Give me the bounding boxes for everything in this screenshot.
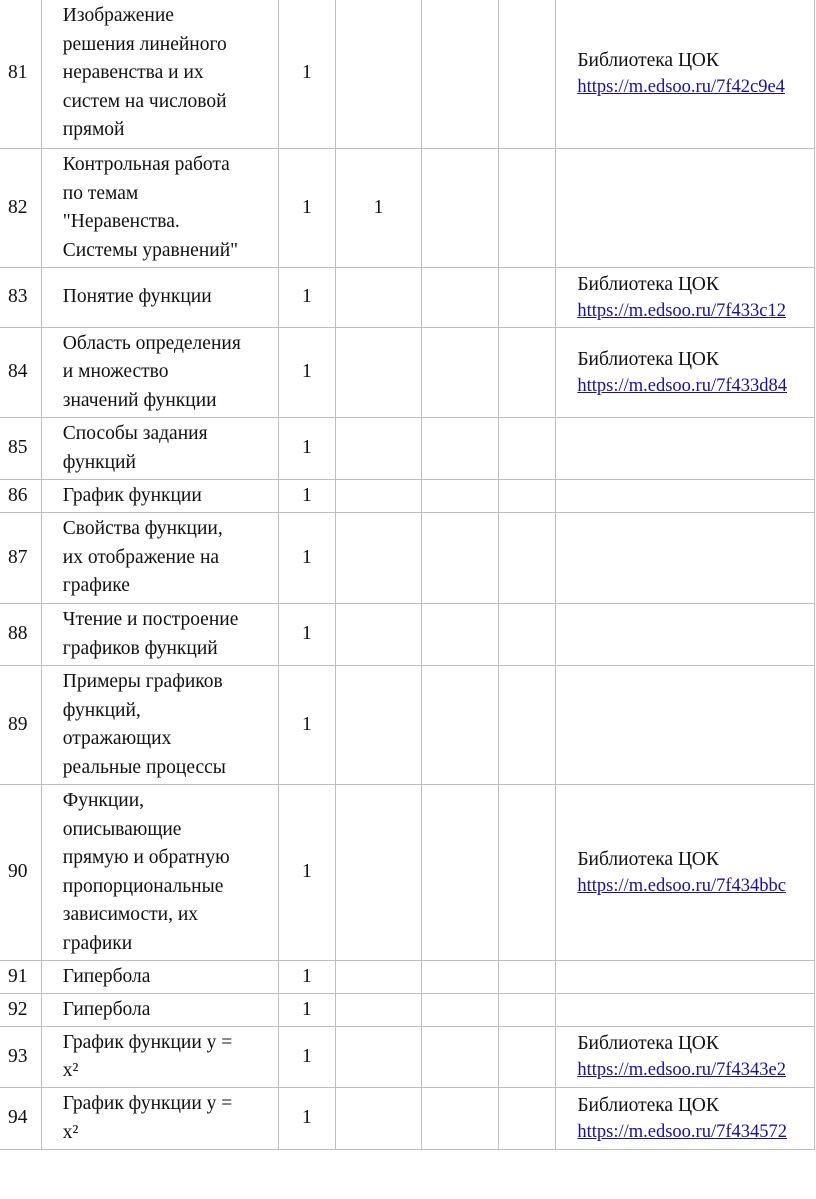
topic-line: x² (62, 1121, 79, 1143)
practical-work-hours (422, 961, 499, 994)
topic-line: График функции (62, 484, 202, 506)
lesson-number: 88 (0, 604, 41, 666)
table-row (0, 785, 815, 961)
lesson-number: 81 (0, 0, 41, 149)
practical-work-hours (422, 480, 499, 513)
table-row (0, 149, 815, 268)
lesson-date (499, 785, 556, 961)
resource-link[interactable]: https://m.edsoo.ru/7f433d84 (577, 375, 788, 396)
topic-line: описывающие (62, 818, 182, 840)
table-row (0, 994, 815, 1027)
practical-work-hours (422, 0, 499, 149)
topic-line: реальные процессы (62, 756, 226, 778)
control-work-hours (335, 785, 422, 961)
lesson-topic (41, 994, 278, 1027)
lesson-hours: 1 (279, 1088, 335, 1150)
lesson-topic (41, 149, 278, 268)
topic-line: Понятие функции (62, 286, 212, 308)
topic-line: отражающих (62, 728, 172, 749)
practical-work-hours (422, 604, 499, 666)
control-work-hours (335, 268, 422, 328)
resource-link[interactable]: https://m.edsoo.ru/7f434bbc (577, 875, 786, 896)
lesson-date (499, 961, 556, 994)
topic-line: Гипербола (62, 965, 151, 987)
topic-line: График функции y = (62, 1093, 233, 1114)
table-row (0, 513, 815, 604)
lesson-number: 83 (0, 268, 41, 328)
resource-title: Библиотека ЦОК (577, 1094, 719, 1116)
topic-line: График функции y = (62, 1031, 233, 1053)
topic-line: прямой (62, 119, 125, 141)
lesson-hours: 1 (279, 961, 335, 994)
lesson-hours: 1 (279, 480, 335, 513)
digital-resource (556, 0, 815, 149)
table-row (0, 480, 815, 513)
control-work-hours (335, 418, 422, 480)
control-work-hours (335, 604, 422, 666)
topic-line: Свойства функции, (62, 518, 223, 540)
topic-line: Изображение (62, 5, 174, 27)
resource-title: Библиотека ЦОК (577, 1033, 719, 1054)
practical-work-hours (422, 1027, 499, 1088)
control-work-hours (335, 1088, 422, 1150)
topic-line: x² (62, 1060, 79, 1081)
control-work-hours (335, 1027, 422, 1088)
lesson-hours: 1 (279, 513, 335, 604)
digital-resource (556, 149, 815, 268)
topic-line: Способы задания (62, 423, 208, 444)
table-row (0, 418, 815, 480)
digital-resource (556, 328, 815, 418)
lesson-number: 85 (0, 418, 41, 480)
digital-resource (556, 268, 815, 328)
table-row (0, 1088, 815, 1150)
digital-resource (556, 418, 815, 480)
lesson-hours: 1 (279, 418, 335, 480)
lesson-topic (41, 1027, 278, 1088)
control-work-hours: 1 (335, 149, 422, 268)
lesson-topic (41, 328, 278, 418)
table-row (0, 666, 815, 785)
resource-title: Библиотека ЦОК (577, 848, 719, 870)
lesson-topic (41, 1088, 278, 1150)
digital-resource (556, 513, 815, 604)
lesson-date (499, 268, 556, 328)
digital-resource (556, 666, 815, 785)
lesson-date (499, 513, 556, 604)
topic-line: значений функции (62, 389, 217, 411)
topic-line: зависимости, их (62, 904, 199, 925)
lesson-number: 92 (0, 994, 41, 1027)
resource-link[interactable]: https://m.edsoo.ru/7f4343e2 (577, 1060, 786, 1080)
topic-line: Системы уравнений" (62, 239, 239, 261)
practical-work-hours (422, 149, 499, 268)
resource-link[interactable]: https://m.edsoo.ru/7f433c12 (577, 300, 786, 321)
topic-line: решения линейного (62, 33, 227, 55)
topic-line: пропорциональные (62, 875, 224, 897)
lesson-hours: 1 (279, 994, 335, 1027)
resource-title: Библиотека ЦОК (577, 49, 719, 71)
lesson-date (499, 328, 556, 418)
lesson-number: 89 (0, 666, 41, 785)
lesson-hours: 1 (279, 0, 335, 149)
lesson-hours: 1 (279, 666, 335, 785)
practical-work-hours (422, 994, 499, 1027)
digital-resource (556, 994, 815, 1027)
practical-work-hours (422, 268, 499, 328)
control-work-hours (335, 480, 422, 513)
lesson-hours: 1 (279, 149, 335, 268)
lesson-number: 93 (0, 1027, 41, 1088)
resource-link[interactable]: https://m.edsoo.ru/7f42c9e4 (577, 76, 785, 97)
table-row (0, 961, 815, 994)
lesson-number: 87 (0, 513, 41, 604)
lesson-number: 94 (0, 1088, 41, 1150)
lesson-number: 84 (0, 328, 41, 418)
topic-line: Функции, (62, 790, 145, 811)
resource-title: Библиотека ЦОК (577, 348, 719, 370)
lesson-number: 90 (0, 785, 41, 961)
table-row (0, 0, 815, 149)
topic-line: "Неравенства. (62, 211, 180, 232)
lesson-date (499, 666, 556, 785)
topic-line: их отображение на (62, 546, 220, 568)
digital-resource (556, 1027, 815, 1088)
practical-work-hours (422, 1088, 499, 1150)
topic-line: графики (62, 932, 133, 954)
practical-work-hours (422, 666, 499, 785)
control-work-hours (335, 666, 422, 785)
practical-work-hours (422, 418, 499, 480)
lesson-date (499, 418, 556, 480)
control-work-hours (335, 961, 422, 994)
control-work-hours (335, 0, 422, 149)
lesson-topic (41, 418, 278, 480)
table-row (0, 1027, 815, 1088)
lesson-number: 86 (0, 480, 41, 513)
topic-line: неравенства и их (62, 62, 204, 84)
lesson-topic (41, 604, 278, 666)
lesson-hours: 1 (279, 268, 335, 328)
lesson-date (499, 480, 556, 513)
lesson-date (499, 994, 556, 1027)
lesson-date (499, 1027, 556, 1088)
lesson-hours: 1 (279, 328, 335, 418)
topic-line: Гипербола (62, 998, 151, 1020)
control-work-hours (335, 328, 422, 418)
resource-link[interactable]: https://m.edsoo.ru/7f434572 (577, 1121, 788, 1142)
control-work-hours (335, 513, 422, 604)
lesson-date (499, 1088, 556, 1150)
digital-resource (556, 961, 815, 994)
table-row (0, 268, 815, 328)
lesson-date (499, 604, 556, 666)
topic-line: по темам (62, 182, 139, 204)
digital-resource (556, 1088, 815, 1150)
digital-resource (556, 480, 815, 513)
lesson-number: 82 (0, 149, 41, 268)
lesson-topic (41, 513, 278, 604)
lesson-topic (41, 961, 278, 994)
lesson-topic (41, 480, 278, 513)
topic-line: функций, (62, 699, 141, 721)
table-row (0, 328, 815, 418)
topic-line: и множество (62, 361, 169, 383)
practical-work-hours (422, 513, 499, 604)
topic-line: систем на числовой (62, 90, 227, 112)
topic-line: графиков функций (62, 637, 218, 659)
lesson-date (499, 149, 556, 268)
lesson-topic (41, 268, 278, 328)
topic-line: графике (62, 575, 130, 597)
control-work-hours (335, 994, 422, 1027)
lesson-date (499, 0, 556, 149)
lesson-topic (41, 0, 278, 149)
topic-line: Контрольная работа (62, 154, 230, 175)
practical-work-hours (422, 328, 499, 418)
topic-line: функций (62, 451, 136, 473)
table-row (0, 604, 815, 666)
digital-resource (556, 785, 815, 961)
lesson-topic (41, 785, 278, 961)
topic-line: Примеры графиков (62, 671, 223, 692)
practical-work-hours (422, 785, 499, 961)
topic-line: Область определения (62, 332, 241, 354)
lesson-hours: 1 (279, 604, 335, 666)
resource-title: Библиотека ЦОК (577, 273, 719, 295)
digital-resource (556, 604, 815, 666)
topic-line: прямую и обратную (62, 847, 230, 868)
topic-line: Чтение и построение (62, 609, 239, 630)
lesson-hours: 1 (279, 785, 335, 961)
lesson-number: 91 (0, 961, 41, 994)
lesson-hours: 1 (279, 1027, 335, 1088)
lesson-topic (41, 666, 278, 785)
